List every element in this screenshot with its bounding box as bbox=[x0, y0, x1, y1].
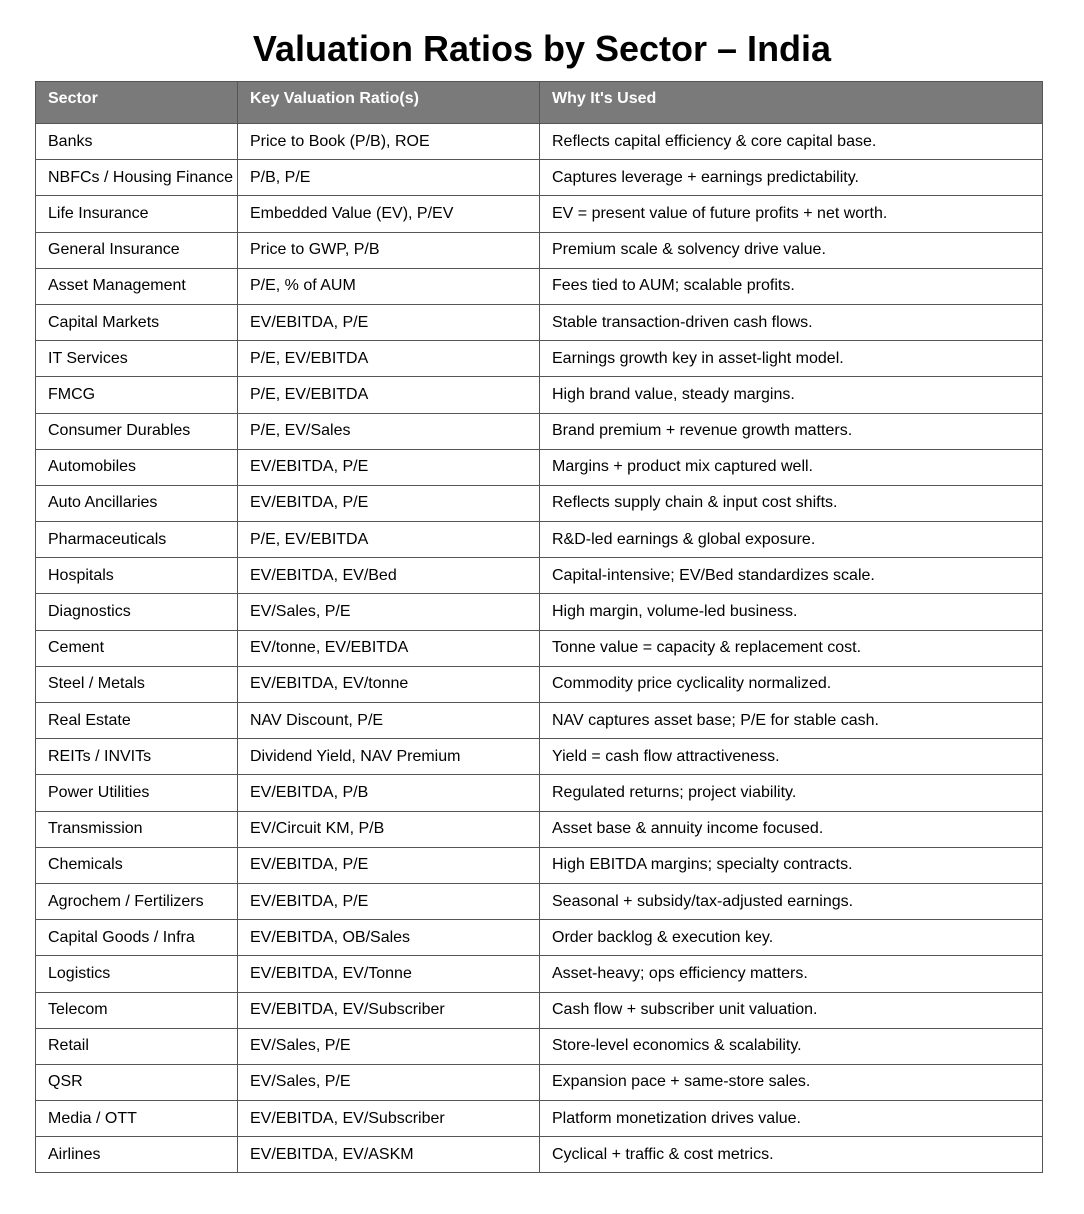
reason-cell: Reflects supply chain & input cost shifts. bbox=[540, 485, 1043, 521]
sector-cell: QSR bbox=[36, 1064, 238, 1100]
sector-cell: Steel / Metals bbox=[36, 666, 238, 702]
sector-cell: FMCG bbox=[36, 377, 238, 413]
ratio-cell: EV/EBITDA, P/E bbox=[238, 485, 540, 521]
table-row bbox=[36, 703, 1043, 739]
table-row bbox=[36, 630, 1043, 666]
reason-cell: Yield = cash flow attractiveness. bbox=[540, 739, 1043, 775]
ratio-cell: EV/EBITDA, P/B bbox=[238, 775, 540, 811]
table-row bbox=[36, 883, 1043, 919]
ratio-cell: EV/EBITDA, EV/Subscriber bbox=[238, 1101, 540, 1137]
reason-cell: Capital-intensive; EV/Bed standardizes scale. bbox=[540, 558, 1043, 594]
reason-cell: Stable transaction-driven cash flows. bbox=[540, 304, 1043, 340]
reason-cell: Fees tied to AUM; scalable profits. bbox=[540, 268, 1043, 304]
table-row bbox=[36, 160, 1043, 196]
sector-cell: Auto Ancillaries bbox=[36, 485, 238, 521]
reason-cell: Tonne value = capacity & replacement cost. bbox=[540, 630, 1043, 666]
ratio-cell: EV/Sales, P/E bbox=[238, 594, 540, 630]
reason-cell: Asset base & annuity income focused. bbox=[540, 811, 1043, 847]
reason-cell: Premium scale & solvency drive value. bbox=[540, 232, 1043, 268]
ratio-cell: Price to GWP, P/B bbox=[238, 232, 540, 268]
sector-cell: Agrochem / Fertilizers bbox=[36, 883, 238, 919]
sector-cell: Pharmaceuticals bbox=[36, 522, 238, 558]
table-row bbox=[36, 1137, 1043, 1173]
ratio-cell: EV/EBITDA, EV/tonne bbox=[238, 666, 540, 702]
table-row bbox=[36, 449, 1043, 485]
sector-cell: Capital Markets bbox=[36, 304, 238, 340]
ratio-cell: P/E, EV/EBITDA bbox=[238, 377, 540, 413]
sector-cell: Automobiles bbox=[36, 449, 238, 485]
reason-cell: Reflects capital efficiency & core capital base. bbox=[540, 124, 1043, 160]
table-row bbox=[36, 811, 1043, 847]
reason-cell: Cyclical + traffic & cost metrics. bbox=[540, 1137, 1043, 1173]
table-row bbox=[36, 304, 1043, 340]
header-sector: Sector bbox=[36, 82, 238, 124]
sector-cell: REITs / INVITs bbox=[36, 739, 238, 775]
reason-cell: Asset-heavy; ops efficiency matters. bbox=[540, 956, 1043, 992]
ratio-cell: EV/Circuit KM, P/B bbox=[238, 811, 540, 847]
reason-cell: Brand premium + revenue growth matters. bbox=[540, 413, 1043, 449]
table-row bbox=[36, 775, 1043, 811]
reason-cell: R&D-led earnings & global exposure. bbox=[540, 522, 1043, 558]
table-row bbox=[36, 739, 1043, 775]
sector-cell: Transmission bbox=[36, 811, 238, 847]
sector-cell: Retail bbox=[36, 1028, 238, 1064]
reason-cell: Seasonal + subsidy/tax-adjusted earnings. bbox=[540, 883, 1043, 919]
sector-cell: General Insurance bbox=[36, 232, 238, 268]
ratio-cell: Embedded Value (EV), P/EV bbox=[238, 196, 540, 232]
table-row bbox=[36, 558, 1043, 594]
reason-cell: EV = present value of future profits + net worth. bbox=[540, 196, 1043, 232]
reason-cell: High brand value, steady margins. bbox=[540, 377, 1043, 413]
ratio-cell: EV/tonne, EV/EBITDA bbox=[238, 630, 540, 666]
valuation-ratios-table bbox=[35, 81, 1043, 1173]
ratio-cell: EV/Sales, P/E bbox=[238, 1028, 540, 1064]
table-row bbox=[36, 232, 1043, 268]
ratio-cell: EV/EBITDA, P/E bbox=[238, 304, 540, 340]
table-row bbox=[36, 992, 1043, 1028]
ratio-cell: EV/Sales, P/E bbox=[238, 1064, 540, 1100]
ratio-cell: EV/EBITDA, EV/Tonne bbox=[238, 956, 540, 992]
table-row bbox=[36, 413, 1043, 449]
sector-cell: Banks bbox=[36, 124, 238, 160]
sector-cell: Airlines bbox=[36, 1137, 238, 1173]
ratio-cell: P/E, EV/EBITDA bbox=[238, 522, 540, 558]
reason-cell: Platform monetization drives value. bbox=[540, 1101, 1043, 1137]
sector-cell: Power Utilities bbox=[36, 775, 238, 811]
ratio-cell: P/B, P/E bbox=[238, 160, 540, 196]
reason-cell: Store-level economics & scalability. bbox=[540, 1028, 1043, 1064]
sector-cell: NBFCs / Housing Finance bbox=[36, 160, 238, 196]
ratio-cell: EV/EBITDA, OB/Sales bbox=[238, 920, 540, 956]
sector-cell: IT Services bbox=[36, 341, 238, 377]
sector-cell: Telecom bbox=[36, 992, 238, 1028]
sector-cell: Hospitals bbox=[36, 558, 238, 594]
reason-cell: Regulated returns; project viability. bbox=[540, 775, 1043, 811]
reason-cell: High margin, volume-led business. bbox=[540, 594, 1043, 630]
ratio-cell: P/E, EV/EBITDA bbox=[238, 341, 540, 377]
reason-cell: Commodity price cyclicality normalized. bbox=[540, 666, 1043, 702]
reason-cell: NAV captures asset base; P/E for stable cash. bbox=[540, 703, 1043, 739]
reason-cell: Captures leverage + earnings predictability. bbox=[540, 160, 1043, 196]
table-row bbox=[36, 485, 1043, 521]
table-row bbox=[36, 956, 1043, 992]
table-row bbox=[36, 1101, 1043, 1137]
reason-cell: Expansion pace + same-store sales. bbox=[540, 1064, 1043, 1100]
reason-cell: Order backlog & execution key. bbox=[540, 920, 1043, 956]
reason-cell: Margins + product mix captured well. bbox=[540, 449, 1043, 485]
table-row bbox=[36, 124, 1043, 160]
table-row bbox=[36, 377, 1043, 413]
table-row bbox=[36, 594, 1043, 630]
table-row bbox=[36, 1028, 1043, 1064]
page-title: Valuation Ratios by Sector – India bbox=[252, 28, 832, 69]
ratio-cell: NAV Discount, P/E bbox=[238, 703, 540, 739]
ratio-cell: EV/EBITDA, P/E bbox=[238, 449, 540, 485]
sector-cell: Logistics bbox=[36, 956, 238, 992]
ratio-cell: EV/EBITDA, EV/Subscriber bbox=[238, 992, 540, 1028]
header-why-its-used: Why It's Used bbox=[540, 82, 1043, 124]
table-row bbox=[36, 666, 1043, 702]
sector-cell: Asset Management bbox=[36, 268, 238, 304]
sector-cell: Real Estate bbox=[36, 703, 238, 739]
ratio-cell: EV/EBITDA, P/E bbox=[238, 883, 540, 919]
sector-cell: Chemicals bbox=[36, 847, 238, 883]
sector-cell: Diagnostics bbox=[36, 594, 238, 630]
table-header-row bbox=[36, 82, 1043, 124]
table-body bbox=[36, 124, 1043, 1173]
header-key-valuation-ratios: Key Valuation Ratio(s) bbox=[238, 82, 540, 124]
sector-cell: Media / OTT bbox=[36, 1101, 238, 1137]
table-row bbox=[36, 1064, 1043, 1100]
table-row bbox=[36, 341, 1043, 377]
reason-cell: Cash flow + subscriber unit valuation. bbox=[540, 992, 1043, 1028]
sector-cell: Cement bbox=[36, 630, 238, 666]
reason-cell: Earnings growth key in asset-light model. bbox=[540, 341, 1043, 377]
table-row bbox=[36, 196, 1043, 232]
ratio-cell: P/E, % of AUM bbox=[238, 268, 540, 304]
sector-cell: Life Insurance bbox=[36, 196, 238, 232]
sector-cell: Capital Goods / Infra bbox=[36, 920, 238, 956]
sector-cell: Consumer Durables bbox=[36, 413, 238, 449]
table-row bbox=[36, 847, 1043, 883]
ratio-cell: EV/EBITDA, EV/ASKM bbox=[238, 1137, 540, 1173]
table-row bbox=[36, 268, 1043, 304]
table-row bbox=[36, 522, 1043, 558]
ratio-cell: P/E, EV/Sales bbox=[238, 413, 540, 449]
table-row bbox=[36, 920, 1043, 956]
ratio-cell: EV/EBITDA, EV/Bed bbox=[238, 558, 540, 594]
reason-cell: High EBITDA margins; specialty contracts. bbox=[540, 847, 1043, 883]
ratio-cell: EV/EBITDA, P/E bbox=[238, 847, 540, 883]
ratio-cell: Dividend Yield, NAV Premium bbox=[238, 739, 540, 775]
ratio-cell: Price to Book (P/B), ROE bbox=[238, 124, 540, 160]
